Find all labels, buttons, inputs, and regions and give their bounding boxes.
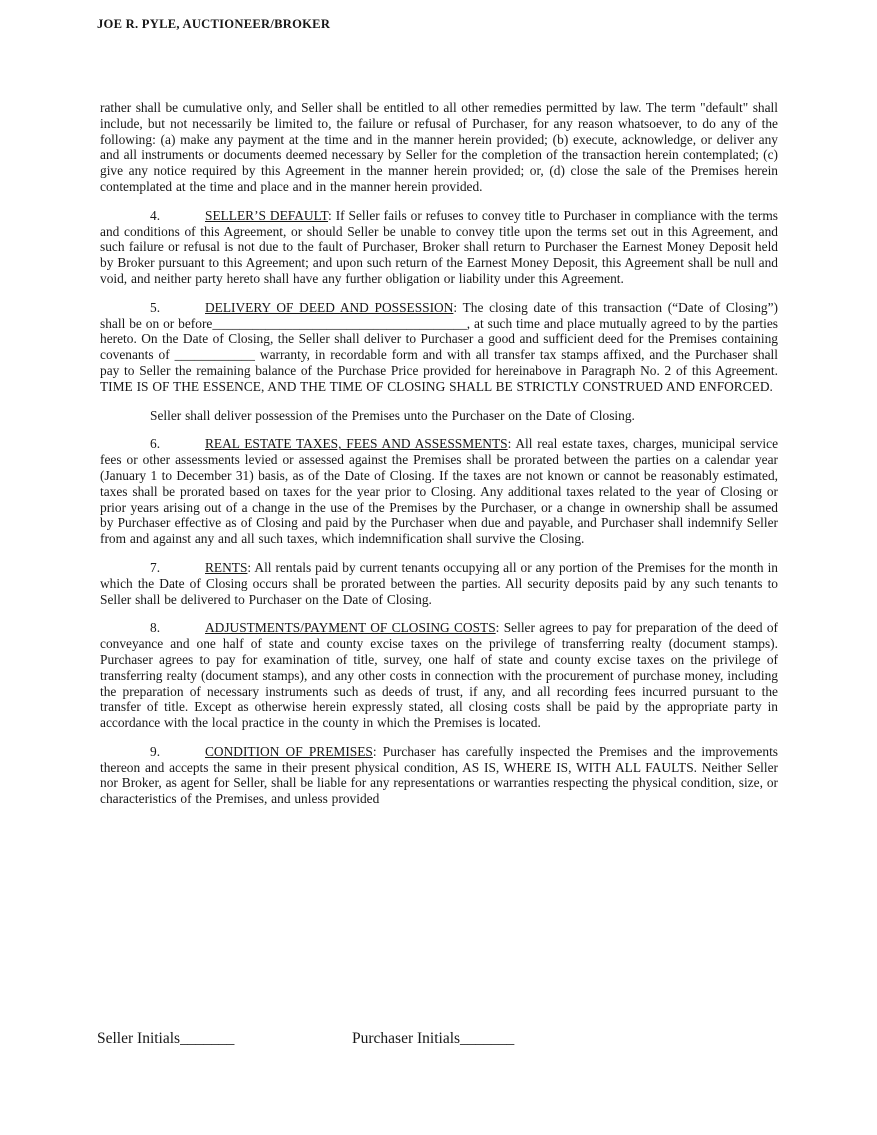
section-text: The closing date of this transaction (“Date of Closing”) shall be on or before______________________________________, at such time and place mutually agreed to by the parties hereto. On the Date of Closing, the Seller shall deliver to Purchaser a good and sufficient deed for the Premises containing covenants of ____________ warranty, in recordable form and with all transfer tax stamps affixed, and the Purchaser shall pay to Seller the remaining balance of the Purchase Price provided for hereinabove in Paragraph No. 2 of this Agreement. TIME IS OF THE ESSENCE, AND THE TIME OF CLOSING SHALL BE STRICTLY CONSTRUED AND ENFORCED. bbox=[100, 299, 778, 394]
document-body bbox=[100, 100, 778, 807]
section-paragraph-7 bbox=[100, 560, 778, 607]
possession-note-text: Seller shall deliver possession of the Premises unto the Purchaser on the Date of Closing. bbox=[150, 407, 635, 423]
section-colon: : bbox=[372, 743, 377, 759]
section-number: 4. bbox=[150, 207, 161, 223]
section-paragraph-5 bbox=[100, 300, 778, 395]
section-text: Seller agrees to pay for preparation of the deed of conveyance and one half of state and county excise taxes on the privilege of transferring realty (document stamps). Purchaser agrees to pay for examination of title, survey, one half of state and county excise taxes on the privilege of transferring realty (document stamps), and any other costs in connection with the procurement of purchase money, including the preparation of necessary instruments such as deeds of trust, if any, and all recording fees incurred pursuant to the transfer of title. Except as otherwise herein expressly stated, all closing costs shall be paid by the appropriate party in accordance with the local practice in the county in which the Premises is located. bbox=[100, 620, 779, 731]
section-paragraph-8 bbox=[100, 620, 778, 731]
section-heading: DELIVERY OF DEED AND POSSESSION bbox=[205, 299, 454, 315]
seller-initials-label: Seller Initials bbox=[97, 1030, 181, 1047]
section-paragraph-6 bbox=[100, 436, 778, 547]
possession-note-paragraph bbox=[100, 408, 778, 424]
section-paragraph-9 bbox=[100, 744, 778, 807]
section-text: All rentals paid by current tenants occupying all or any portion of the Premises for the month in which the Date of Closing occurs shall be prorated between the parties. All security deposits paid by any such tenants to Seller shall be delivered to Purchaser on the Date of Closing. bbox=[100, 559, 778, 607]
section-heading: CONDITION OF PREMISES bbox=[205, 743, 373, 759]
section-number: 5. bbox=[150, 299, 161, 315]
section-colon: : bbox=[495, 620, 500, 636]
section-text: If Seller fails or refuses to convey title to Purchaser in compliance with the terms and conditions of this Agreement, or should Seller be unable to convey title upon the terms set out in this Agreement, and such failure or refusal is not due to the fault of Purchaser, Broker shall return to Purchaser the Earnest Money Deposit held by Broker pursuant to this Agreement; and upon such return of the Earnest Money Deposit, this Agreement shall be null and void, and neither party hereto shall have any further obligation or liability under this Agreement. bbox=[100, 207, 778, 286]
purchaser-initials-field bbox=[352, 1030, 514, 1048]
section-number: 8. bbox=[150, 620, 161, 636]
purchaser-initials-label: Purchaser Initials bbox=[352, 1030, 461, 1047]
section-heading: REAL ESTATE TAXES, FEES AND ASSESSMENTS bbox=[205, 436, 508, 452]
section-colon: : bbox=[247, 559, 252, 575]
section-paragraph-4 bbox=[100, 208, 778, 287]
section-number: 9. bbox=[150, 743, 161, 759]
seller-initials-blank-line: _______ bbox=[180, 1030, 235, 1047]
intro-paragraph-text: rather shall be cumulative only, and Seller shall be entitled to all other remedies permitted by law. The term "default" shall include, but not necessarily be limited to, the failure or refusal of Purchaser, for any reason whatsoever, to do any of the following: (a) make any payment at the time and in the manner herein provided; (b) execute, acknowledge, or deliver any and all instruments or documents deemed necessary by Seller for the completion of the transaction herein contemplated; (c) give any notice required by this Agreement in the manner herein provided; or, (d) close the sale of the Premises herein contemplated at the time and place and in the manner herein provided. bbox=[100, 100, 778, 194]
section-colon: : bbox=[453, 299, 458, 315]
section-colon: : bbox=[328, 207, 332, 223]
section-colon: : bbox=[507, 436, 512, 452]
purchaser-initials-blank-line: _______ bbox=[460, 1030, 515, 1047]
section-heading: RENTS bbox=[205, 559, 248, 575]
section-text: Purchaser has carefully inspected the Premises and the improvements thereon and accepts the same in their present physical condition, AS IS, WHERE IS, WITH ALL FAULTS. Neither Seller nor Broker, as agent for Seller, shall be liable for any representations or warranties respecting the physical condition, size, or characteristics of the Premises, and unless provided bbox=[100, 743, 778, 807]
section-number: 7. bbox=[150, 559, 161, 575]
seller-initials-field bbox=[97, 1030, 234, 1048]
section-heading: ADJUSTMENTS/PAYMENT OF CLOSING COSTS bbox=[205, 620, 496, 636]
initials-footer bbox=[0, 1030, 877, 1054]
section-heading: SELLER’S DEFAULT bbox=[205, 207, 329, 223]
document-header-title: JOE R. PYLE, AUCTIONEER/BROKER bbox=[97, 17, 331, 31]
section-text: All real estate taxes, charges, municipal service fees or other assessments levied or assessed against the Premises shall be prorated between the parties on a calendar year (January 1 to December 31) basis, as of the Date of Closing. If the taxes are not known or cannot be reasonably estimated, taxes shall be prorated based on taxes for the year prior to Closing. Any additional taxes related to the year of Closing or prior years arising out of a change in the use of the Premises by the Purchaser, or a change in ownership shall be assumed by Purchaser effective as of Closing and paid by the Purchaser when due and payable, and Purchaser shall indemnify Seller from and against any and all such taxes, which indemnification shall survive the Closing. bbox=[100, 436, 779, 547]
section-number: 6. bbox=[150, 436, 161, 452]
intro-paragraph bbox=[100, 100, 778, 195]
